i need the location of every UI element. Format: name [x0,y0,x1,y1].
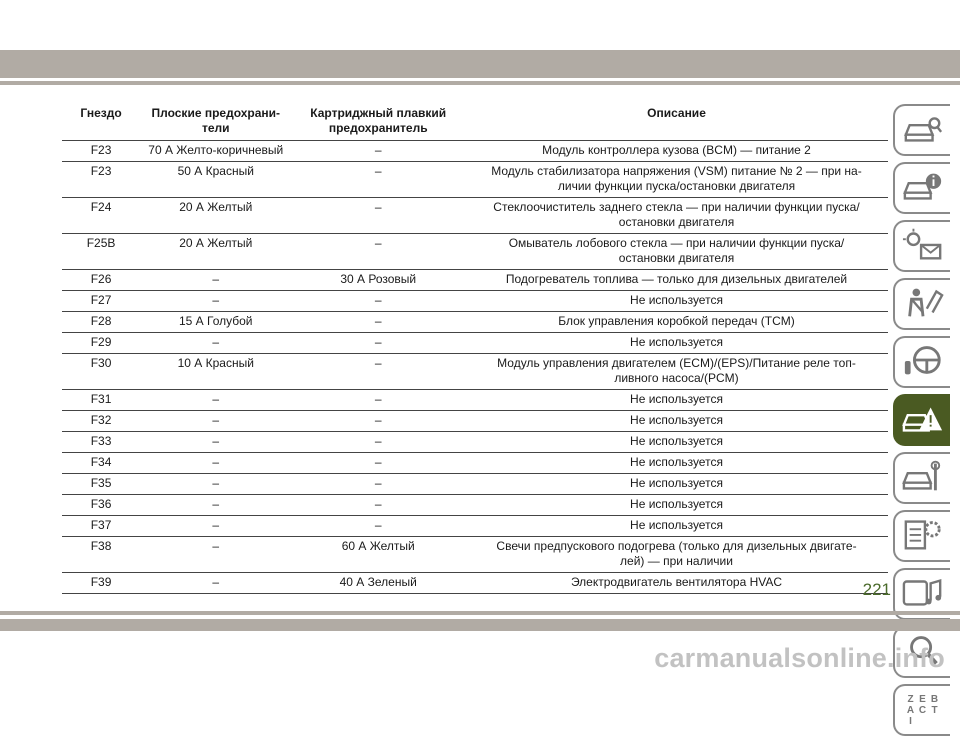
hazard-car-icon [902,401,944,440]
cell-blade-fuse: – [212,434,220,448]
cell-description: Омыватель лобового стекла — при наличии функции пуска/ остановки двигателя [508,236,845,265]
cell-cartridge-fuse: – [374,392,382,406]
watermark-text: carmanualsonline.info [654,643,945,673]
cell-socket: F36 [90,497,112,511]
table-row [62,573,888,594]
settings-list-icon [902,517,944,556]
cell-blade-fuse: – [212,539,220,553]
cell-socket: F23 [90,143,112,157]
table-body [62,141,888,594]
index-letter: C [918,704,927,716]
cell-socket: F23 [90,164,112,178]
header-cartridge-fuses-text: Картриджный плавкий предохранитель [310,106,447,135]
car-info-icon [902,169,944,208]
cell-blade-fuse: – [212,575,220,589]
cell-blade-fuse: – [212,497,220,511]
cell-cartridge-fuse: – [374,200,382,214]
cell-description: Модуль управления двигателем (ECM)/(EPS)/Питание реле топ- ливного насоса/(PCM) [497,356,856,385]
cell-blade-fuse: – [212,476,220,490]
table-row [62,495,888,516]
cell-cartridge-fuse: – [374,335,382,349]
cell-cartridge-fuse: – [374,164,382,178]
table-row [62,234,888,270]
cell-blade-fuse: 15 А Голубой [179,314,253,328]
cell-description: Стеклоочиститель заднего стекла — при наличии функции пуска/ остановки двигателя [493,200,860,229]
cell-socket: F38 [90,539,112,553]
cell-description: Не используется [630,293,723,307]
header-cartridge-fuses [291,104,465,141]
cell-cartridge-fuse: 30 А Розовый [340,272,417,286]
cell-cartridge-fuse: – [374,497,382,511]
cell-blade-fuse: 50 А Красный [177,164,254,178]
cell-description: Не используется [630,497,723,511]
cell-description: Модуль контроллера кузова (BCM) — питание 2 [542,143,811,157]
cell-cartridge-fuse: – [374,356,382,370]
table-row [62,312,888,333]
cell-cartridge-fuse: – [374,143,382,157]
cell-description: Электродвигатель вентилятора HVAC [570,575,783,589]
table-row [62,537,888,573]
cell-description: Блок управления коробкой передач (TCM) [558,314,795,328]
header-blade-fuses-text: Плоские предохрани- тели [151,106,281,135]
cell-cartridge-fuse: – [374,236,382,250]
cell-blade-fuse: – [212,455,220,469]
table-row [62,432,888,453]
chapter-tab-car-tools[interactable] [893,452,950,504]
index-letter: I [909,715,912,727]
cell-blade-fuse: – [212,413,220,427]
chapter-tab-car-search[interactable] [893,104,950,156]
index-letter: T [931,704,938,716]
chapter-tab-car-info[interactable] [893,162,950,214]
cell-socket: F37 [90,518,112,532]
multimedia-icon [902,575,944,614]
header-blade-fuses [140,104,291,141]
cell-description: Свечи предпускового подогрева (только для дизельных двигате- лей) — при наличии [496,539,857,568]
cell-socket: F25B [86,236,116,250]
top-decor-band [0,50,960,78]
cell-socket: F29 [90,335,112,349]
page-number: 221 [862,580,891,599]
cell-cartridge-fuse: – [374,434,382,448]
table-row [62,333,888,354]
table-row [62,411,888,432]
cell-socket: F33 [90,434,112,448]
cell-blade-fuse: 20 А Желтый [179,236,253,250]
cell-socket: F31 [90,392,112,406]
table-row [62,291,888,312]
cell-description: Не используется [630,518,723,532]
table-row [62,354,888,390]
cell-socket: F34 [90,455,112,469]
cell-cartridge-fuse: 60 А Желтый [341,539,415,553]
cell-cartridge-fuse: – [374,455,382,469]
cell-description: Не используется [630,434,723,448]
cell-blade-fuse: – [212,293,220,307]
cell-description: Подогреватель топлива — только для дизельных двигателей [505,272,848,286]
table-row [62,453,888,474]
car-tools-icon [902,459,944,498]
index-letter: Z [907,693,914,705]
cell-socket: F28 [90,314,112,328]
index-letter: B [930,693,939,705]
cell-socket: F26 [90,272,112,286]
warning-lights-icon [902,227,944,266]
table-row [62,141,888,162]
table-row [62,270,888,291]
cell-blade-fuse: – [212,392,220,406]
chapter-tab-alphabetical-index[interactable] [893,684,950,736]
chapter-tab-steering-wheel[interactable] [893,336,950,388]
cell-description: Не используется [630,392,723,406]
chapter-tab-settings-list[interactable] [893,510,950,562]
cell-socket: F32 [90,413,112,427]
cell-socket: F30 [90,356,112,370]
cell-description: Не используется [630,413,723,427]
cell-blade-fuse: – [212,518,220,532]
chapter-tab-seatbelt-airbag[interactable] [893,278,950,330]
cell-socket: F24 [90,200,112,214]
table-row [62,198,888,234]
alphabetical-index-icon [905,694,941,727]
table-row [62,516,888,537]
cell-description: Не используется [630,455,723,469]
table-row [62,474,888,495]
table-row [62,162,888,198]
index-letter: E [919,693,926,705]
cell-description: Модуль стабилизатора напряжения (VSM) питание № 2 — при на- личии функции пуска/остановки двигателя [491,164,862,193]
cell-blade-fuse: – [212,272,220,286]
cell-cartridge-fuse: – [374,293,382,307]
cell-cartridge-fuse: – [374,314,382,328]
cell-blade-fuse: 70 А Желто-коричневый [148,143,284,157]
chapter-tab-hazard-car[interactable] [893,394,950,446]
bottom-decor-band [0,619,960,631]
cell-blade-fuse: – [212,335,220,349]
cell-socket: F27 [90,293,112,307]
header-description: Описание [465,104,888,141]
cell-blade-fuse: 20 А Желтый [179,200,253,214]
bottom-decor-line [0,611,960,615]
cell-cartridge-fuse: 40 А Зеленый [339,575,417,589]
cell-cartridge-fuse: – [374,476,382,490]
cell-description: Не используется [630,335,723,349]
cell-blade-fuse: 10 А Красный [177,356,254,370]
top-decor-line [0,81,960,85]
cell-cartridge-fuse: – [374,518,382,532]
cell-socket: F35 [90,476,112,490]
cell-cartridge-fuse: – [374,413,382,427]
cell-description: Не используется [630,476,723,490]
table-header-row [62,104,888,141]
steering-wheel-icon [902,343,944,382]
cell-socket: F39 [90,575,112,589]
car-search-icon [902,111,944,150]
seatbelt-airbag-icon [902,285,944,324]
fuse-table [62,104,888,594]
table-row [62,390,888,411]
header-socket: Гнездо [62,104,140,141]
index-letter: A [906,704,915,716]
chapter-tab-warning-lights[interactable] [893,220,950,272]
